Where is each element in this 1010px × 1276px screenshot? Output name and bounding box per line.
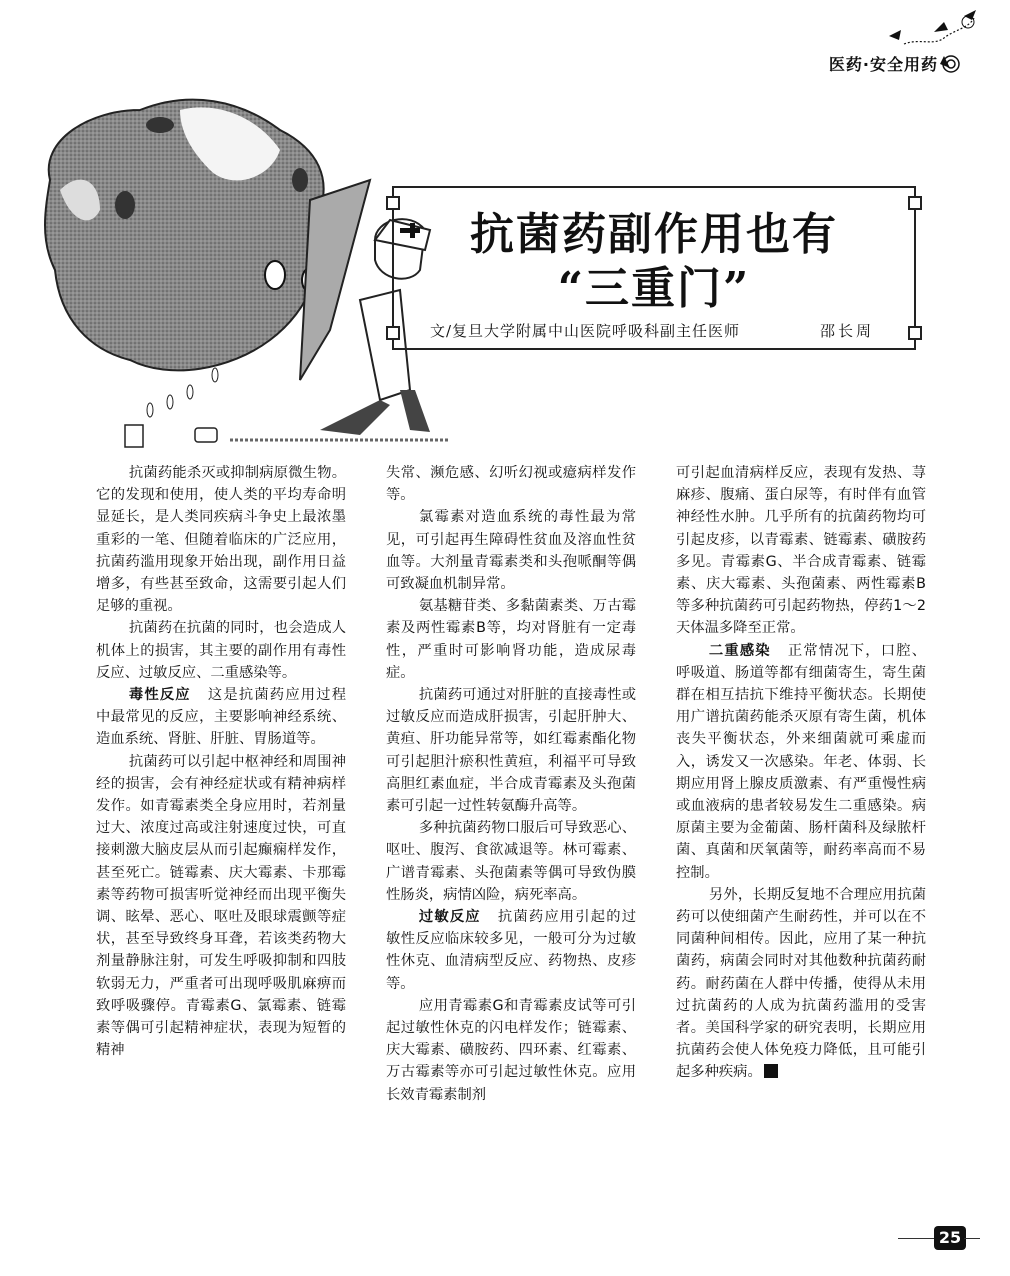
body-column-1 (96, 462, 346, 1061)
article-title-line1: 抗菌药副作用也有 (470, 209, 838, 260)
byline (430, 320, 894, 341)
paragraph (676, 884, 926, 1084)
paragraph: 可引起血清病样反应，表现有发热、荨麻疹、腹痛、蛋白尿等，有时伴有血管神经性水肿。几乎所有的抗菌药物均可引起皮疹，以青霉素、链霉素、磺胺药多见。青霉素G、半合成青霉素、链霉素、庆大霉素、头孢菌素、两性霉素B等多种抗菌药可引起药物热，停药1～2天体温多降至正常。 (676, 465, 926, 637)
frame-corner-ornament (386, 326, 400, 340)
paragraph (386, 906, 636, 995)
paragraph: 应用青霉素G和青霉素皮试等可引起过敏性休克的闪电样发作；链霉素、庆大霉素、磺胺药、四环素、红霉素、万古霉素等亦可引起过敏性休克。应用长效青霉素制剂 (386, 997, 636, 1103)
paragraph: 抗菌药可以引起中枢神经和周围神经的损害，会有神经症状或有精神病样发作。如青霉素类全身应用时，若剂量过大、浓度过高或注射速度过快，可直接刺激大脑皮层从而引起癫痫样发作，甚至死亡。链霉素、庆大霉素、卡那霉素等药物可损害听觉神经而出现平衡失调、眩晕、恶心、呕吐及眼球震颤等症状，甚至导致终身耳聋，若该类药物大剂量静脉注射，可发生呼吸抑制和四肢软弱无力，严重者可出现呼吸肌麻痹而致呼吸骤停。青霉素G、氯霉素、链霉素等偶可引起精神症状，表现为短暂的精神 (96, 753, 346, 1059)
frame-corner-ornament (908, 326, 922, 340)
page-number-footer (898, 1226, 982, 1252)
page-number: 25 (934, 1226, 966, 1250)
end-of-article-icon (764, 1064, 778, 1078)
divider (964, 1238, 980, 1239)
paragraph-text: 正常情况下，口腔、呼吸道、肠道等都有细菌寄生，寄生菌群在相互拮抗下维持平衡状态。长期使用广谱抗菌药能杀灭原有寄生菌，机体丧失平衡状态，外来细菌就可乘虚而入，诱发又一次感染。年老、体弱、长期应用肾上腺皮质激素、有严重慢性病或血液病的患者较易发生二重感染。病原菌主要为金葡菌、肠杆菌科及绿脓杆菌、真菌和厌氧菌等，耐药率高而不易控制。 (676, 642, 926, 881)
body-column-3 (676, 462, 926, 1084)
body-column-2 (386, 462, 636, 1106)
divider (898, 1238, 934, 1239)
byline-author: 邵长周 (819, 322, 874, 340)
subheading-toxic-reaction: 毒性反应 (128, 687, 191, 704)
article-illustration (30, 70, 450, 460)
byline-affiliation: 文/复旦大学附属中山医院呼吸科副主任医师 (430, 322, 741, 340)
section-label: 医药·安全用药 (828, 55, 938, 74)
paragraph: 失常、濒危感、幻听幻视或癔病样发作等。 (386, 465, 636, 504)
section-header (784, 8, 984, 78)
paragraph-text: 这是抗菌药应用过程中最常见的反应，主要影响神经系统、造血系统、肾脏、肝脏、胃肠道等。 (96, 687, 346, 748)
paragraph: 抗菌药在抗菌的同时，也会造成人机体上的损害，其主要的副作用有毒性反应、过敏反应、二重感染等。 (96, 620, 346, 681)
article-title-frame (392, 186, 916, 350)
paragraph: 氯霉素对造血系统的毒性最为常见，可引起再生障碍性贫血及溶血性贫血等。大剂量青霉素类和头孢哌酮等偶可致凝血机制异常。 (386, 509, 636, 593)
paragraph: 氨基糖苷类、多黏菌素类、万古霉素及两性霉素B等，均对肾脏有一定毒性，严重时可影响肾功能，造成尿毒症。 (386, 598, 636, 681)
paragraph (96, 684, 346, 751)
paragraph-text: 抗菌药应用引起的过敏性反应临床较多见，一般可分为过敏性休克、血清病型反应、药物热、皮疹等。 (386, 909, 636, 992)
subheading-superinfection: 二重感染 (708, 642, 771, 659)
paragraph-text: 另外，长期反复地不合理应用抗菌药可以使细菌产生耐药性，并可以在不同菌种间相传。因此，应用了某一种抗菌药，病菌会同时对其他数种抗菌药耐药。耐药菌在人群中传播，使得从未用过抗菌药的人成为抗菌药滥用的受害者。美国科学家的研究表明，长期应用抗菌药会使人体免疫力降低，且可能引起多种疾病。 (676, 886, 926, 1081)
paragraph: 抗菌药能杀灭或抑制病原微生物。它的发现和使用，使人类的平均寿命明显延长，是人类同疾病斗争史上最浓墨重彩的一笔、但随着临床的广泛应用，抗菌药滥用现象开始出现，副作用日益增多，有些甚至致命，这需要引起人们足够的重视。 (96, 465, 346, 615)
article-body (96, 462, 948, 1212)
doctor-shield-boulder-illustration-icon (30, 70, 450, 460)
paragraph: 抗菌药可通过对肝脏的直接毒性或过敏反应而造成肝损害，引起肝肿大、黄疸、肝功能异常等，如红霉素酯化物可引起胆汁瘀积性黄疸，利福平可导致高胆红素血症，半合成青霉素及头孢菌素可引起一过性转氨酶升高等。 (386, 687, 636, 815)
subheading-allergic-reaction: 过敏反应 (418, 909, 481, 926)
paragraph: 多种抗菌药物口服后可导致恶心、呕吐、腹泻、食欲减退等。林可霉素、广谱青霉素、头孢菌素等偶可导致伪膜性肠炎，病情凶险，病死率高。 (386, 820, 636, 903)
paragraph (676, 640, 926, 884)
article-title-line2: “三重门” (557, 263, 751, 314)
